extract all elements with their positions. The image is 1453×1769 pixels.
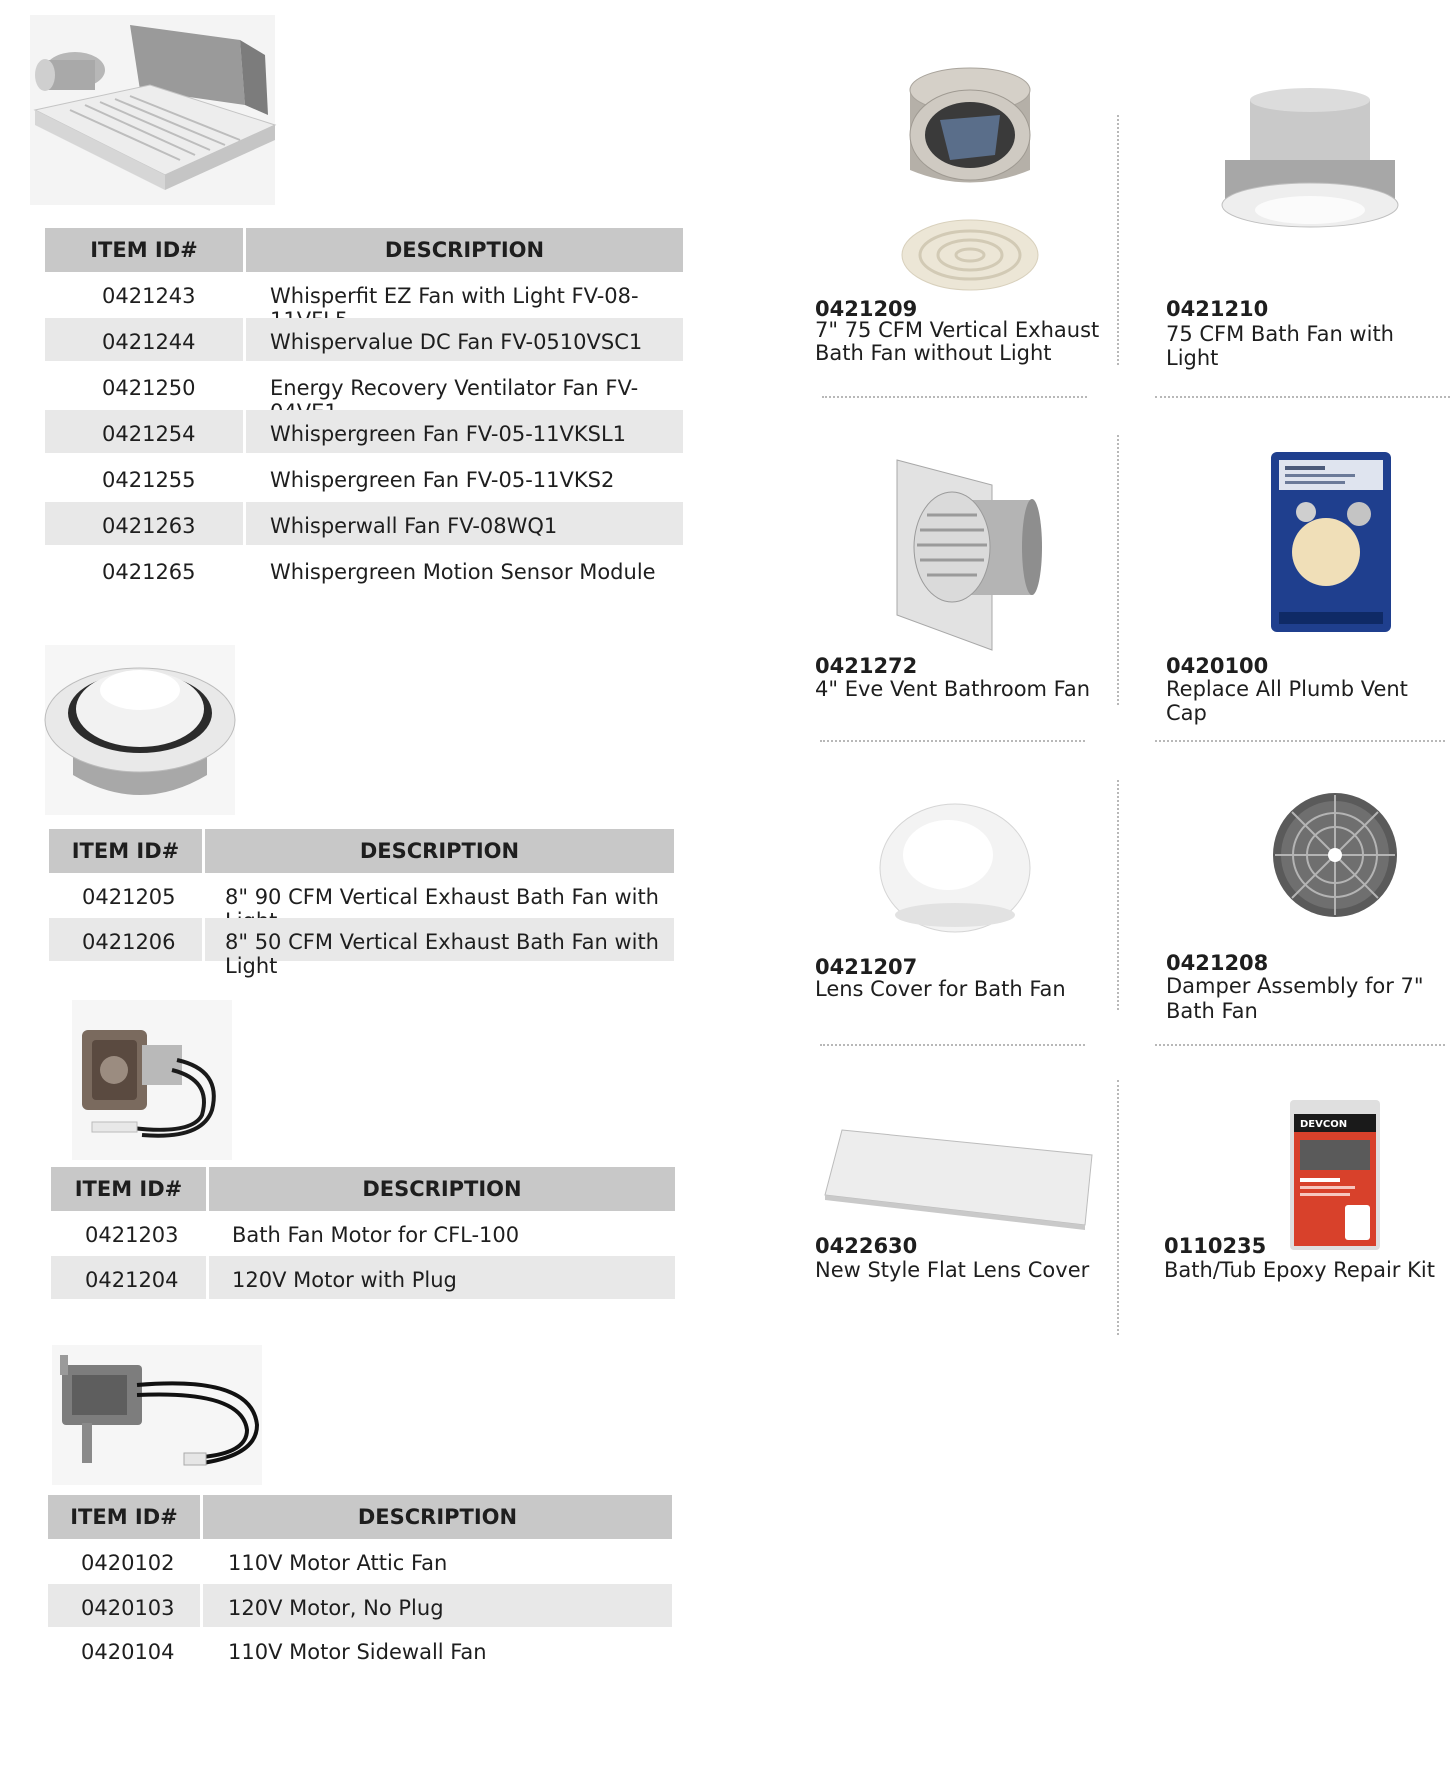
- item-id-header: ITEM ID#: [70, 1505, 178, 1529]
- product-description: 75 CFM Bath Fan with Light: [1166, 322, 1394, 370]
- item-id: 0421255: [102, 468, 196, 492]
- product-description: Bath Fan: [1166, 999, 1258, 1023]
- item-id: 0420103: [81, 1596, 175, 1620]
- item-description: 110V Motor Attic Fan: [228, 1551, 448, 1575]
- package-brand: DEVCON: [1300, 1119, 1348, 1130]
- item-id: 0420104: [81, 1640, 175, 1664]
- row-divider: [820, 1044, 1085, 1046]
- item-description: Whisperwall Fan FV-08WQ1: [270, 514, 558, 538]
- product-description: Bath Fan without Light: [815, 341, 1052, 365]
- item-id: 0421265: [102, 560, 196, 584]
- product-code: 0110235: [1164, 1234, 1267, 1258]
- item-description: 110V Motor Sidewall Fan: [228, 1640, 487, 1664]
- row-divider: [1155, 1044, 1445, 1046]
- plumb-vent-cap-package-image: [1271, 452, 1391, 632]
- item-description: 120V Motor, No Plug: [228, 1596, 444, 1620]
- item-id: 0421244: [102, 330, 196, 354]
- lens-cover-image: [878, 800, 1033, 935]
- product-description: 4" Eve Vent Bathroom Fan: [815, 677, 1091, 701]
- attic-motor-table: [48, 1495, 672, 1671]
- item-id: 0421263: [102, 514, 196, 538]
- item-description: 8" 50 CFM Vertical Exhaust Bath Fan with Light: [225, 930, 659, 978]
- description-header: DESCRIPTION: [359, 839, 520, 863]
- column-divider: [1117, 115, 1119, 365]
- dome-fan-image: [45, 645, 235, 815]
- item-description: Energy Recovery Ventilator Fan FV-: [270, 376, 639, 400]
- vertical-fan-table: [49, 829, 674, 978]
- product-code: 0421209: [815, 297, 918, 321]
- row-divider: [1155, 740, 1445, 742]
- epoxy-repair-kit-image: [1290, 1100, 1380, 1250]
- column-divider: [1117, 1080, 1119, 1335]
- item-description: Whispervalue DC Fan FV-0510VSC1: [270, 330, 643, 354]
- item-description: Bath Fan Motor for CFL-100: [232, 1223, 520, 1247]
- bath-fan-with-light-image: [1215, 90, 1405, 240]
- ceiling-fan-image: [30, 15, 275, 205]
- description-header: DESCRIPTION: [362, 1177, 522, 1201]
- product-description: Damper Assembly for 7": [1166, 974, 1424, 998]
- product-code: 0422630: [815, 1234, 918, 1258]
- vertical-exhaust-fan-image: [895, 55, 1045, 290]
- item-id: 0421254: [102, 422, 196, 446]
- item-id: 0421206: [82, 930, 176, 954]
- column-divider: [1117, 780, 1119, 1010]
- item-id-header: ITEM ID#: [90, 238, 198, 262]
- column-divider: [1117, 435, 1119, 705]
- fan-table: [45, 228, 683, 588]
- product-description: Lens Cover for Bath Fan: [815, 977, 1066, 1001]
- item-id-header: ITEM ID#: [71, 839, 180, 863]
- product-code: 0421272: [815, 654, 918, 678]
- product-code: 0421207: [815, 955, 918, 979]
- description-header: DESCRIPTION: [384, 238, 545, 262]
- item-description: 120V Motor with Plug: [232, 1268, 457, 1292]
- item-description: Whispergreen Fan FV-05-11VKS2: [270, 468, 615, 492]
- item-description: Whispergreen Motion Sensor Module: [270, 560, 656, 584]
- row-divider: [1155, 396, 1450, 398]
- item-id: 0421205: [82, 885, 176, 909]
- item-id: 0421243: [102, 284, 196, 308]
- product-description: Bath/Tub Epoxy Repair Kit: [1164, 1258, 1435, 1282]
- item-description: Whisperfit EZ Fan with Light FV-08-: [270, 284, 639, 308]
- attic-fan-motor-image: [52, 1345, 262, 1485]
- motor-table: [51, 1167, 675, 1299]
- item-id: 0420102: [81, 1551, 175, 1575]
- item-id-header: ITEM ID#: [74, 1177, 183, 1201]
- item-id: 0421204: [85, 1268, 179, 1292]
- row-divider: [820, 740, 1085, 742]
- bath-fan-motor-image: [72, 1000, 232, 1160]
- eve-vent-fan-image: [892, 455, 1037, 650]
- damper-assembly-image: [1270, 790, 1400, 920]
- product-code: 0421210: [1166, 297, 1269, 321]
- item-id: 0421203: [85, 1223, 179, 1247]
- item-id: 0421250: [102, 376, 196, 400]
- item-description: Whispergreen Fan FV-05-11VKSL1: [270, 422, 627, 446]
- row-divider: [822, 396, 1087, 398]
- flat-lens-cover-image: [820, 1125, 1095, 1230]
- product-description: Replace All Plumb Vent Cap: [1166, 677, 1408, 725]
- product-code: 0420100: [1166, 654, 1269, 678]
- product-code: 0421208: [1166, 951, 1269, 975]
- product-description: New Style Flat Lens Cover: [815, 1258, 1090, 1282]
- description-header: DESCRIPTION: [357, 1505, 518, 1529]
- item-description: 8" 90 CFM Vertical Exhaust Bath Fan with: [225, 885, 659, 909]
- product-description: 7" 75 CFM Vertical Exhaust: [815, 318, 1100, 342]
